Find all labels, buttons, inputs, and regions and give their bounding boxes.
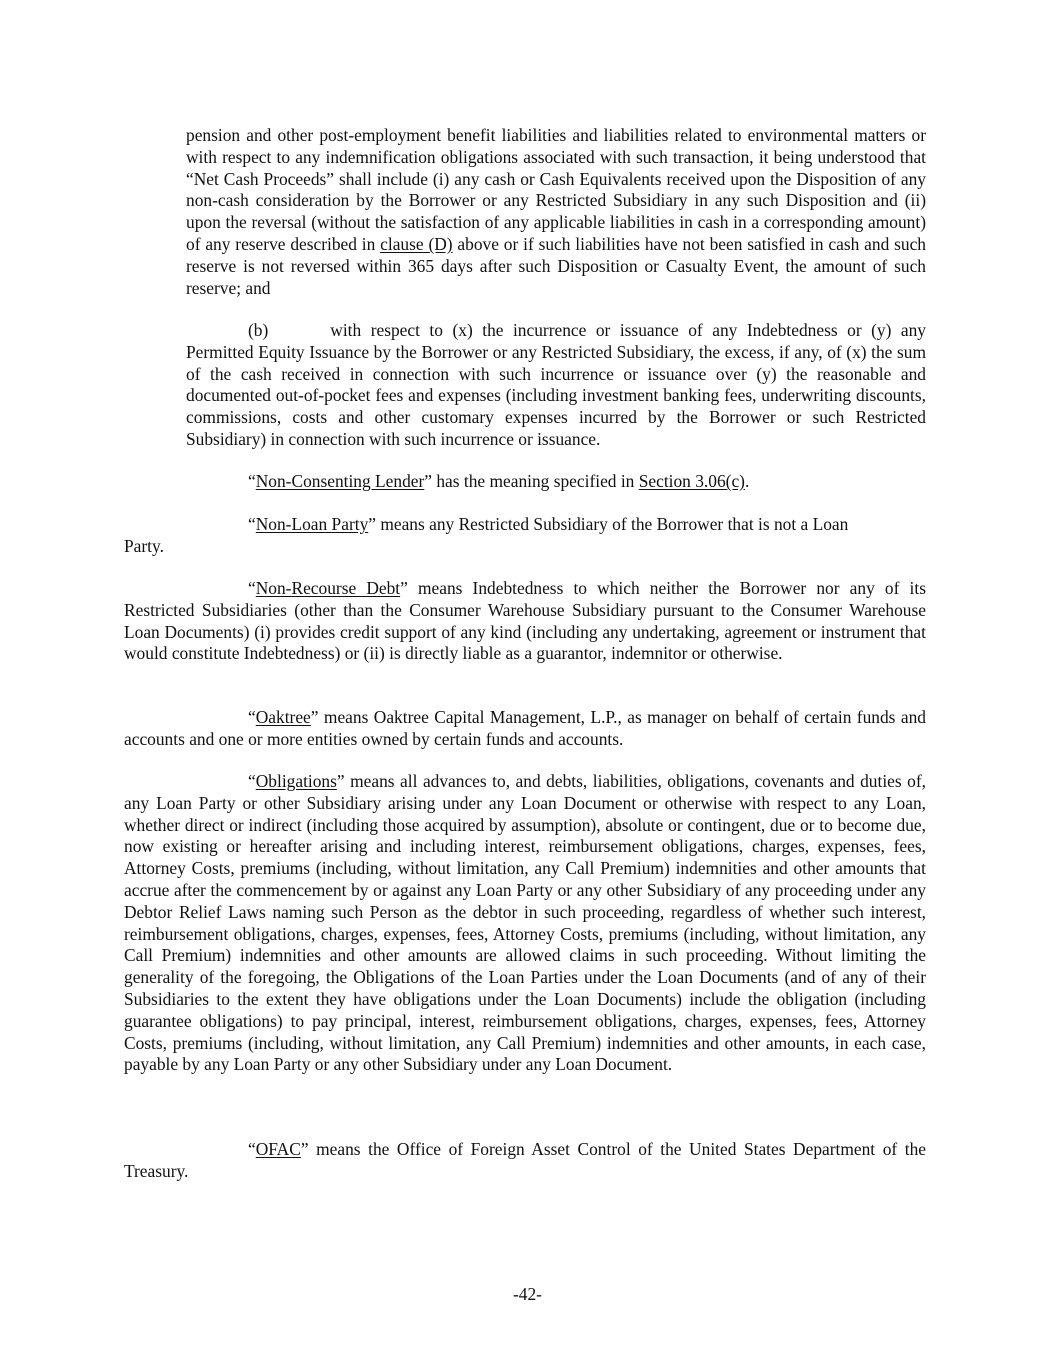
definition-non-consenting-lender [186, 471, 926, 493]
clause-reference: clause (D) [380, 233, 453, 254]
definition-non-loan-party [186, 514, 926, 536]
definition-obligations [124, 771, 926, 1076]
definition-oaktree [124, 707, 926, 751]
defined-term: OFAC [255, 1139, 301, 1159]
definition-text: Party. [124, 536, 164, 556]
quote-mark: “ [248, 1139, 256, 1159]
page-number: -42- [513, 1284, 542, 1304]
definition-text: ” means Oaktree Capital Management, L.P., as manager on behalf of certain funds and accounts and one or more entities owned by certain funds and accounts. [124, 707, 926, 749]
definition-non-recourse-debt [124, 578, 926, 665]
definition-text: ” means any Restricted Subsidiary of the Borrower that is not a Loan [368, 514, 849, 534]
definition-non-loan-party-continued [124, 536, 926, 558]
defined-term: Non-Recourse Debt [255, 578, 401, 598]
clause-label: (b) [248, 320, 269, 340]
paragraph-net-cash-proceeds-continued [186, 125, 926, 299]
quote-mark: “ [248, 707, 256, 727]
paragraph-text: pension and other post-employment benefit liabilities and liabilities related to environmental matters or with respect to any indemnification obligations associated with such transaction, it being understood that “Net Cash Proceeds” shall include (i) any cash or Cash Equivalents received upon the Disposition of any non-cash consideration by the Borrower or any Restricted Subsidiary in any such Disposition and (ii) upon the reversal (without the satisfaction of any applicable liabilities in cash in a corresponding amount) of any reserve described in [186, 125, 926, 254]
definition-text: ” means all advances to, and debts, liabilities, obligations, covenants and duties of, any Loan Party or other Subsidiary arising under any Loan Document or otherwise with respect to any Loan, whether direct or indirect (including those acquired by assumption), absolute or contingent, due or to become due, now existing or hereafter arising and including interest, reimbursement obligations, charges, expenses, fees, Attorney Costs, premiums (including, without limitation, any Call Premium) indemnities and other amounts that accrue after the commencement by or against any Loan Party or any other Subsidiary of any proceeding under any Debtor Relief Laws naming such Person as the debtor in such proceeding, regardless of whether such interest, reimbursement obligations, charges, expenses, fees, Attorney Costs, premiums (including, without limitation, any Call Premium) indemnities and other amounts are allowed claims in such proceeding. Without limiting the generality of the foregoing, the Obligations of the Loan Parties under the Loan Documents (and of any of their Subsidiaries to the extent they have obligations under the Loan Documents) include the obligation (including guarantee obligations) to pay principal, interest, reimbursement obligations, charges, expenses, fees, Attorney Costs, premiums (including, without limitation, any Call Premium) indemnities and other amounts, in each case, payable by any Loan Party or any other Subsidiary under any Loan Document. [124, 771, 926, 1075]
quote-mark: “ [248, 471, 256, 491]
clause-b-text: with respect to (x) the incurrence or issuance of any Indebtedness or (y) any Permitted Equity Issuance by the Borrower or any Restricted Subsidiary, the excess, if any, of (x) the sum of the cash received in connection with such incurrence or issuance over (y) the reasonable and documented out-of-pocket fees and expenses (including investment banking fees, underwriting discounts, commissions, costs and other customary expenses incurred by the Borrower or such Restricted Subsidiary) in connection with such incurrence or issuance. [186, 320, 926, 449]
defined-term: Obligations [255, 771, 337, 791]
defined-term: Non-Consenting Lender [255, 471, 425, 491]
defined-term: Non-Loan Party [255, 514, 369, 534]
quote-mark: “ [248, 578, 256, 598]
section-reference: Section 3.06(c) [638, 471, 745, 491]
period: . [744, 471, 750, 491]
definition-text: ” means Indebtedness to which neither the Borrower nor any of its Restricted Subsidiaries (other than the Consumer Warehouse Subsidiary pursuant to the Consumer Warehouse Loan Documents) (i) provides credit support of any kind (including any undertaking, agreement or instrument that would constitute Indebtedness) or (ii) is directly liable as a guarantor, indemnitor or otherwise. [124, 578, 926, 664]
paragraph-clause-b [186, 320, 926, 451]
definition-ofac [124, 1139, 926, 1183]
quote-mark: “ [248, 514, 256, 534]
definition-text: ” means the Office of Foreign Asset Control of the United States Department of the Treasury. [124, 1139, 926, 1181]
paragraph-text-tail: above or if such liabilities have not been satisfied in cash and such reserve is not reversed within 365 days after such Disposition or Casualty Event, the amount of such reserve; and [186, 233, 926, 298]
defined-term: Oaktree [255, 707, 311, 727]
definition-text: ” has the meaning specified in [424, 471, 639, 491]
quote-mark: “ [248, 771, 256, 791]
